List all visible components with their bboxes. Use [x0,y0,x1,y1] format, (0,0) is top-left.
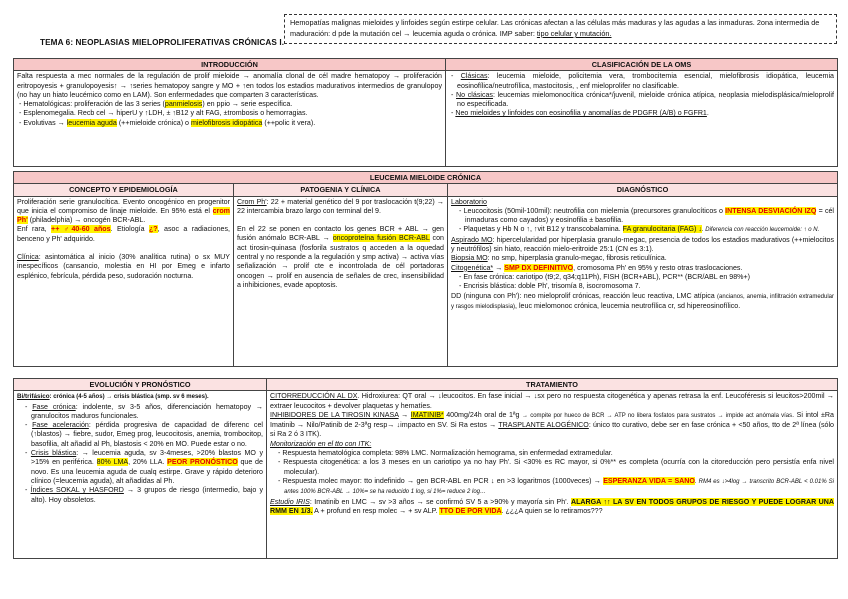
concepto-clinica: Clínica: asintomática al inicio (30% analítica rutina) o sx MUY inespecíficos (cansancio, molestia en HI por Emeg e infarto esplénico, febrícula, pérdida peso, sudoración nocturna. [17,253,230,280]
intro-bullet-esplenomegalia: - Esplenomegalia. Recb cel → hiperU y ↑LDH, ± ↑B12 y alt FAG, ±trombosis o hemorragias. [19,109,308,118]
concepto-header: CONCEPTO Y EPIDEMIOLOGÍA [14,184,234,196]
evol-crisis-blastica: - Crisis blástica: → leucemia aguda, sv 3-4meses, >20% blastos MO y >15% en periférica. 80% LMA, 20% LLA. PEOR PRONÓSTICO que de novo. Es una leucemia aguda de cualq estirpe. Grave y rápido deterioro clínico (=leucemia aguda), alt añadidas al Ph. [25,449,264,485]
evol-trat-table [13,378,838,559]
trat-resp-hematologica: - Respuesta hematológica completa: 98% LMC. Normalización hemograma, sin enfermedad extramedular. [278,449,613,458]
evol-fase-cronica: - Fase crónica: indolente, sv 3-5 años, diferenciación hematopoy → granulocitos maduros funcionales. [25,402,263,420]
oms-item-no-clasicas: - No clásicas: leucemias mielomonocítica crónica*/juvenil, mieloide crónica atípica, neoplasia mielodisplásica/mieloprolif no especificada. [451,90,834,109]
intro-cell [14,71,446,167]
lmc-table [13,171,838,367]
concepto-cell [14,196,234,366]
trat-iris: Estudio IRIS: Imatinib en LMC → sv >3 años → se confirmó SV 5 a >90% y mayoría sin Ph'. ALARGA ↑↑ LA SV EN TODOS GRUPOS DE RIESGO Y PUEDE LOGRAR UNA RMM EN 1/3. A + profund en resp molec → + sv ALP. TTO DE POR VIDA. ¿¿¿A quien se lo retiramos??? [270,497,834,515]
intro-paragraph: Falta respuesta a mec normales de la regulación de prolif mieloide → anomalía clonal de cél madre hematopoy → proliferación eritropoyesis + granulopoyesis↑ → ↑series hematopoy sangre y MO + ↑en todos los estadios madurativos intermedios de granulopoy (no hay un hiato leucémico como en LAM). Son enfermedades que comparten 3 características. [17,72,442,99]
intro-bullet-hematologicas: - Hematológicas: proliferación de las 3 series (panmielosis) en ppio → serie específica. [19,100,293,109]
diag-leucocitosis: - Leucocitosis (50mil-100mil): neutrofilia con mielemia (precursores granulocíticos o INTENSA DESVIACIÓN IZQ = cél inmaduras como cayados) y eosinofilia ± basofilia. [459,206,835,225]
oms-cell [446,71,838,167]
diagnostico-cell [448,196,838,366]
trat-itk: INHIBIDORES DE LA TIROSIN KINASA → IMATINIB* 400mg/24h oral de 1ªg → compite por hueco de BCR → ATP no libera fosfatos para sustratos → impide act anómala vías. Si intol ±Ra Imatinib → Nilo/Patinib de 2-3ªg resp→ ↓impacto en SV. Si Ra estos → TRASPLANTE ALOGÉNICO: único tto curativo, debe ser en fase crónica + <50 años, tto de 2ª línea (sólo si Ra 2 ó 3 ITK). [270,410,834,439]
summary-text: Hemopatías malignas mieloides y linfoides según estirpe celular. Las crónicas afectan a las células más maduras y las agudas a las inmaduras. 2ona intermedia de maduración: d pde la mutación cel → leucemia aguda o crónica. IMP saber: [290,18,820,38]
patogenia-cell [234,196,448,366]
diag-aspirado: Aspirado MO: hipercelularidad por hiperplasia granulo-megac, presencia de todos los estadios madurativos (++mielocitos y neutrófilos) sin hiato, reacción mielo-eritroide 25:1 (CN es 3:1). [451,235,835,254]
intro-bullet-evolutivas: - Evolutivas → leucemia aguda (++mieloide crónica) o mielofibrosis idiopática (++polic it vera). [19,118,316,127]
lmc-header: LEUCEMIA MIELOIDE CRÓNICA [14,172,838,184]
intro-header: INTRODUCCIÓN [14,59,446,71]
evol-fase-aceleracion: - Fase aceleración: pérdida progresiva de capacidad de diferenc cel (↑blastos) → fiebre, sudor, Emeg prog, leucocitosis, anemia, trombocitop, basofilia, alt añadid al Ph, blastosis < 20% en MO. Puede estar o no. [25,421,263,448]
diag-laboratorio: Laboratorio [451,197,487,206]
patogenia-p1: Crom Ph': 22 + material genético del 9 por traslocación t(9;22) → 22 intercambia brazo largo con terminal del 9. [237,197,445,215]
diag-plaquetas: - Plaquetas y Hb N o ↑, ↑vit B12 y transcobalamina. FA granulocitaria (FAG) ↓. Diferencia con reacción leucemoide: ↑ o N. [459,225,820,234]
trat-monitorizacion: Monitorización en el tto con ITK: [270,439,372,448]
diag-fase-cronica: - En fase crónica: cariotipo (t9;2, q34;q11Ph), FISH (BCR+ABL), PCR** (BCR/ABL en 98%+) [459,272,750,281]
trat-resp-citogenetica: - Respuesta citogenética: a los 3 meses en un cariotipo ya no hay Ph'. Si <30% es RC mayor, si 0%** es completa (ocurría con la citoreducción pero persistía enfa nivel molecular). [278,458,834,476]
diagnostico-header: DIAGNÓSTICO [448,184,838,196]
concepto-p1: Proliferación serie granulocítica. Evento oncogénico en progenitor que inicia el compromiso de linaje mieloide. En 95% está el crom Ph' (philadelphia) → oncogén BCR-ABL. [17,197,230,225]
evolucion-cell [14,391,267,559]
diag-dd: DD (ninguna con Ph'): neo mieloprolif crónicas, reacción leuc reactiva, LMC atípica (ancianos, anemia, infiltración extramedular y rasgos mielodisplasia), leuc mielomonoc crónica, leucemia neutrofílica cr, sd hipereosinofílico. [451,291,835,310]
concepto-p2: Enf rara, ++ ♂40-60 años. Etiología ¿?, asoc a radiaciones, benceno y Ph' adquirido. [17,225,230,243]
patogenia-p2: En el 22 se ponen en contacto los genes BCR + ABL → gen fusión anómalo BCR-ABL → oncoproteína fusión BCR-ABL con act tirosin-quinasa (fosforila sustratos q acceden a la oquedad central y no responde a la regulación y smp activa) → activa vías señalización → prolif cte e incontrolada de cél portadoras oncogen → prolif en ausencia de señales de crec, insensibilidad a inhibiciones, evade apoptosis. [237,225,444,289]
oms-item-neo: - Neo mieloides y linfoides con eosinofilia y anomalías de PDGFR (A/B) o FGFR1. [451,109,709,118]
tratamiento-cell [267,391,838,559]
page-title: TEMA 6: NEOPLASIAS MIELOPROLIFERATIVAS CRÓNICAS I. [40,38,285,47]
tratamiento-header: TRATAMIENTO [267,379,838,391]
diag-biopsia: Biopsia MO: no smp, hiperplasia granulo-megac, fibrosis reticulínica. [451,254,667,263]
trat-resp-molecular: - Respuesta molec mayor: tto indefinido → gen BCR-ABL en PCR ↓ en >3 logaritmos (1000veces) → ESPERANZA VIDA = SANO. RM4 es ↓>4log → transcrito BCR-ABL < 0.01% Si antes 100% BCR-ABL → 10%= se ha reducido 1 log, si 1%= reduce 2 log… [278,476,834,496]
evol-intro: Bi/trifásico: crónica (4-5 años) → crisis blástica (smp. sv 6 meses). [17,393,209,401]
evolucion-header: EVOLUCIÓN Y PRONÓSTICO [14,379,267,391]
oms-item-clasicas: - Clásicas: leucemia mieloide, policitemia vera, trombocitemia esencial, mielofibrosis idiopática, leucemia eosinofílica/neutrofílica, mastocitosis, , enf mieloprolifer no clasificable. [451,72,834,90]
summary-underlined: tipo celular y mutación. [536,29,612,38]
patogenia-header: PATOGENIA Y CLÍNICA [234,184,448,196]
intro-table [13,58,838,167]
diag-citogenetica: Citogenética* → SMP DX DEFINITIVO, cromosoma Ph' en 95% y resto otras traslocaciones. [451,263,743,272]
evol-indices: - Índices SOKAL y HASFORD → 3 grupos de riesgo (intermedio, bajo y alto). Hoy obsoletos. [25,486,263,504]
diag-crisis-blastica: - Encrisis blástica: doble Ph', trisomía 8, isocromosoma 7. [459,282,641,291]
summary-box [284,14,837,44]
oms-header: CLASIFICACIÓN DE LA OMS [446,59,838,71]
trat-citorreduccion: CITORREDUCCIÓN AL DX. Hidroxiurea: QT oral → ↓leucocitos. En fase inicial → ↓sx pero no respuesta citogenética y apenas retrasa la enf. Leucoféresis si leucitos>200mil → extraer leucocitos + devolver plaquetas y hematíes. [270,392,834,410]
